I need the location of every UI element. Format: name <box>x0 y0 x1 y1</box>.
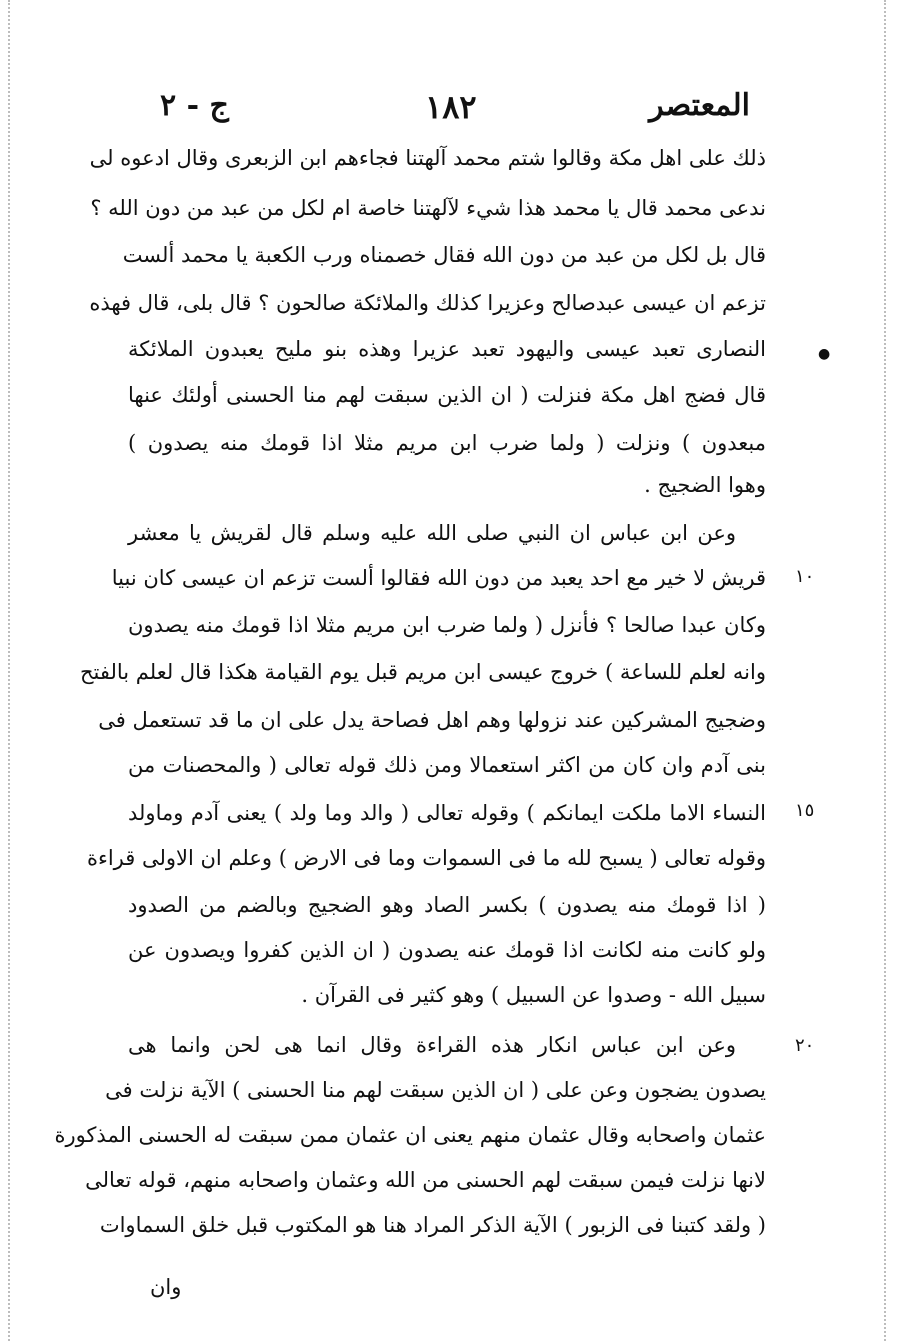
text-line: وعن ابن عباس ان النبي صلى الله عليه وسلم قال لقريش يا معشر <box>128 521 736 545</box>
text-line: النساء الاما ملكت ايمانكم ) وقوله تعالى ( والد وما ولد ) يعنى آدم وماولد <box>128 801 766 825</box>
text-line: لانها نزلت فيمن سبقت لهم الحسنى من الله وعثمان واصحابه منهم، قوله تعالى <box>85 1168 766 1192</box>
text-line: ( ولقد كتبنا فى الزبور ) الآية الذكر المراد هنا هو المكتوب قبل خلق السماوات <box>99 1213 766 1237</box>
text-line: قريش لا خير مع احد يعبد من دون الله فقالوا ألست تزعم ان عيسى كان نبيا <box>111 566 766 590</box>
page-header <box>140 88 750 132</box>
text-line: ولو كانت منه لكانت اذا قومك عنه يصدون ( ان الذين كفروا ويصدون عن <box>128 938 766 962</box>
text-line: وهوا الضجيج . <box>644 473 766 497</box>
text-line: وضجيج المشركين عند نزولها وهم اهل فصاحة يدل على ان ما قد تستعمل فى <box>98 708 766 732</box>
text-line: بنى آدم وان كان من اكثر استعمالا ومن ذلك قوله تعالى ( والمحصنات من <box>128 753 766 777</box>
line-number-20: ٢٠ <box>795 1035 815 1056</box>
text-line: مبعدون ) ونزلت ( ولما ضرب ابن مريم مثلا اذا قومك منه يصدون ) <box>128 431 766 455</box>
text-line: يصدون يضجون وعن على ( ان الذين سبقت لهم منا الحسنى ) الآية نزلت فى <box>105 1078 766 1102</box>
text-line: وقوله تعالى ( يسبح لله ما فى السموات وما فى الارض ) وعلم ان الاولى قراءة <box>86 846 766 870</box>
text-line: تزعم ان عيسى عبدصالح وعزيرا كذلك والملائكة صالحون ؟ قال بلى، قال فهذه <box>89 291 766 315</box>
text-line: النصارى تعبد عيسى واليهود تعبد عزيرا وهذه بنو مليح يعبدون الملائكة <box>128 337 766 361</box>
text-line: عثمان واصحابه وقال عثمان منهم يعنى ان عثمان ممن سبقت له الحسنى المذكورة <box>54 1123 766 1147</box>
page-edge-left <box>8 0 10 1341</box>
text-line: قال بل لكل من عبد من دون الله فقال خصمناه ورب الكعبة يا محمد ألست <box>122 243 766 267</box>
margin-bullet: ● <box>818 346 831 362</box>
text-line: وكان عبدا صالحا ؟ فأنزل ( ولما ضرب ابن مريم مثلا اذا قومك منه يصدون <box>128 613 766 637</box>
text-line: سبيل الله - وصدوا عن السبيل ) وهو كثير فى القرآن . <box>301 983 766 1007</box>
catchword: وان <box>150 1275 182 1299</box>
book-title: المعتصر <box>649 88 750 123</box>
text-line: وعن ابن عباس انكار هذه القراءة وقال انما هى لحن وانما هى <box>128 1033 736 1057</box>
page-edge-right <box>884 0 886 1341</box>
text-line: ندعى محمد قال يا محمد هذا شيء لآلهتنا خاصة ام لكل من عبد من دون الله ؟ <box>90 196 766 220</box>
volume-label: ج - ٢ <box>160 88 229 123</box>
text-line: وانه لعلم للساعة ) خروج عيسى ابن مريم قبل يوم القيامة هكذا قال لعلم بالفتح <box>79 660 766 684</box>
line-number-15: ١٥ <box>795 800 815 821</box>
text-line: قال فضج اهل مكة فنزلت ( ان الذين سبقت لهم منا الحسنى أولئك عنها <box>128 383 766 407</box>
text-line: ذلك على اهل مكة وقالوا شتم محمد آلهتنا فجاءهم ابن الزبعرى وقال ادعوه لى <box>89 146 766 170</box>
page-number: ١٨٢ <box>425 88 477 126</box>
text-line: ( اذا قومك منه يصدون ) بكسر الصاد وهو الضجيج وبالضم من الصدود <box>128 893 766 917</box>
line-number-10: ١٠ <box>795 566 815 587</box>
